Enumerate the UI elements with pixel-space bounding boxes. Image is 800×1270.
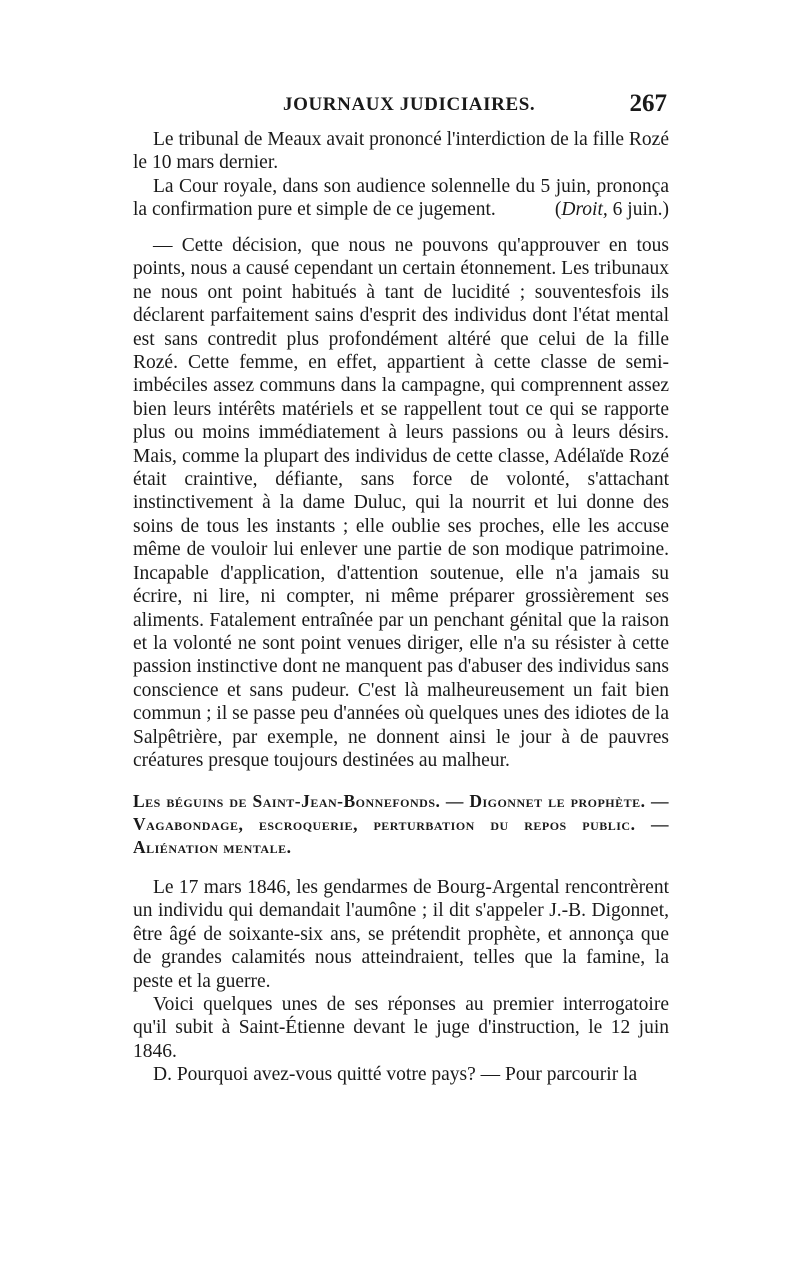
paragraph: Le 17 mars 1846, les gendarmes de Bourg-Argental rencontrèrent un individu qui demandait l'aumône ; il dit s'appeler J.-B. Digonnet, être âgé de soixante-six ans, se prétendit prophète, et annonça que de grandes calamités nous atteindraient, telles que la famine, la peste et la guerre.: [133, 877, 669, 992]
paragraph: — Cette décision, que nous ne pouvons qu'approuver en tous points, nous a causé cependant un certain étonnement. Les tribunaux ne nous ont point habitués à tant de lucidité ; souventesfois ils déclarent parfaitement sains d'esprit des individus dont l'état mental est sans contredit plus profondément altéré que celui de la fille Rozé. Cette femme, en effet, appartient à cette classe de semi-imbéciles assez communs dans la campagne, qui comprennent assez bien leurs intérêts matériels et se rappellent tout ce qui se rapporte plus ou moins immédiatement à leurs passions ou à leurs désirs. Mais, comme la plupart des individus de cette classe, Adélaïde Rozé était craintive, défiante, sans force de volonté, s'attachant instinctivement à la dame Duluc, qui la nourrit et lui donne des soins de tous les instants ; elle oublie ses proches, elle les accuse même de vouloir lui enlever une partie de son modique patrimoine. Incapable d'application, d'attention soutenue, elle n'a jamais su écrire, ni lire, ni compter, ni même préparer grossièrement ses aliments. Fatalement entraînée par un penchant génital que la raison et la volonté ne sont point venues diriger, elle n'a su résister à cette passion instinctive dont ne manquent pas d'abuser des individus sans conscience et sans pudeur. C'est là malheureusement un fait bien commun ; il se passe peu d'années où quelques unes des idiotes de la Salpêtrière, par exemple, ne donnent ainsi le jour à de pauvres créatures presque toujours destinées au malheur.: [133, 235, 669, 771]
paragraph: [133, 175, 669, 222]
paragraph: D. Pourquoi avez-vous quitté votre pays? — Pour parcourir la: [153, 1064, 638, 1086]
page-number: 267: [629, 90, 667, 117]
running-head: [133, 90, 667, 124]
ruling-paragraphs: [133, 128, 669, 222]
running-title: JOURNAUX JUDICIAIRES.: [283, 94, 536, 115]
commentary-block: [133, 234, 669, 772]
paragraph: Le tribunal de Meaux avait prononcé l'interdiction de la fille Rozé le 10 mars dernier.: [133, 129, 669, 174]
section-heading: [133, 790, 669, 858]
source-name: Droit,: [561, 199, 608, 221]
case-narrative: [133, 876, 669, 1087]
paragraph-text: La Cour royale, dans son audience solennelle du 5 juin, prononça la confirmation pure et simple de ce jugement.: [133, 175, 669, 221]
source-reference: (Droit, 6 juin.): [554, 199, 669, 221]
paragraph: Voici quelques unes de ses réponses au premier interrogatoire qu'il subit à Saint-Étienne devant le juge d'instruction, le 12 juin 1846.: [133, 994, 669, 1062]
section-heading-text: Les béguins de Saint-Jean-Bonnefonds. — Digonnet le prophète. — Vagabondage, escroquerie, perturbation du repos public. — Aliénation mentale.: [133, 791, 669, 857]
